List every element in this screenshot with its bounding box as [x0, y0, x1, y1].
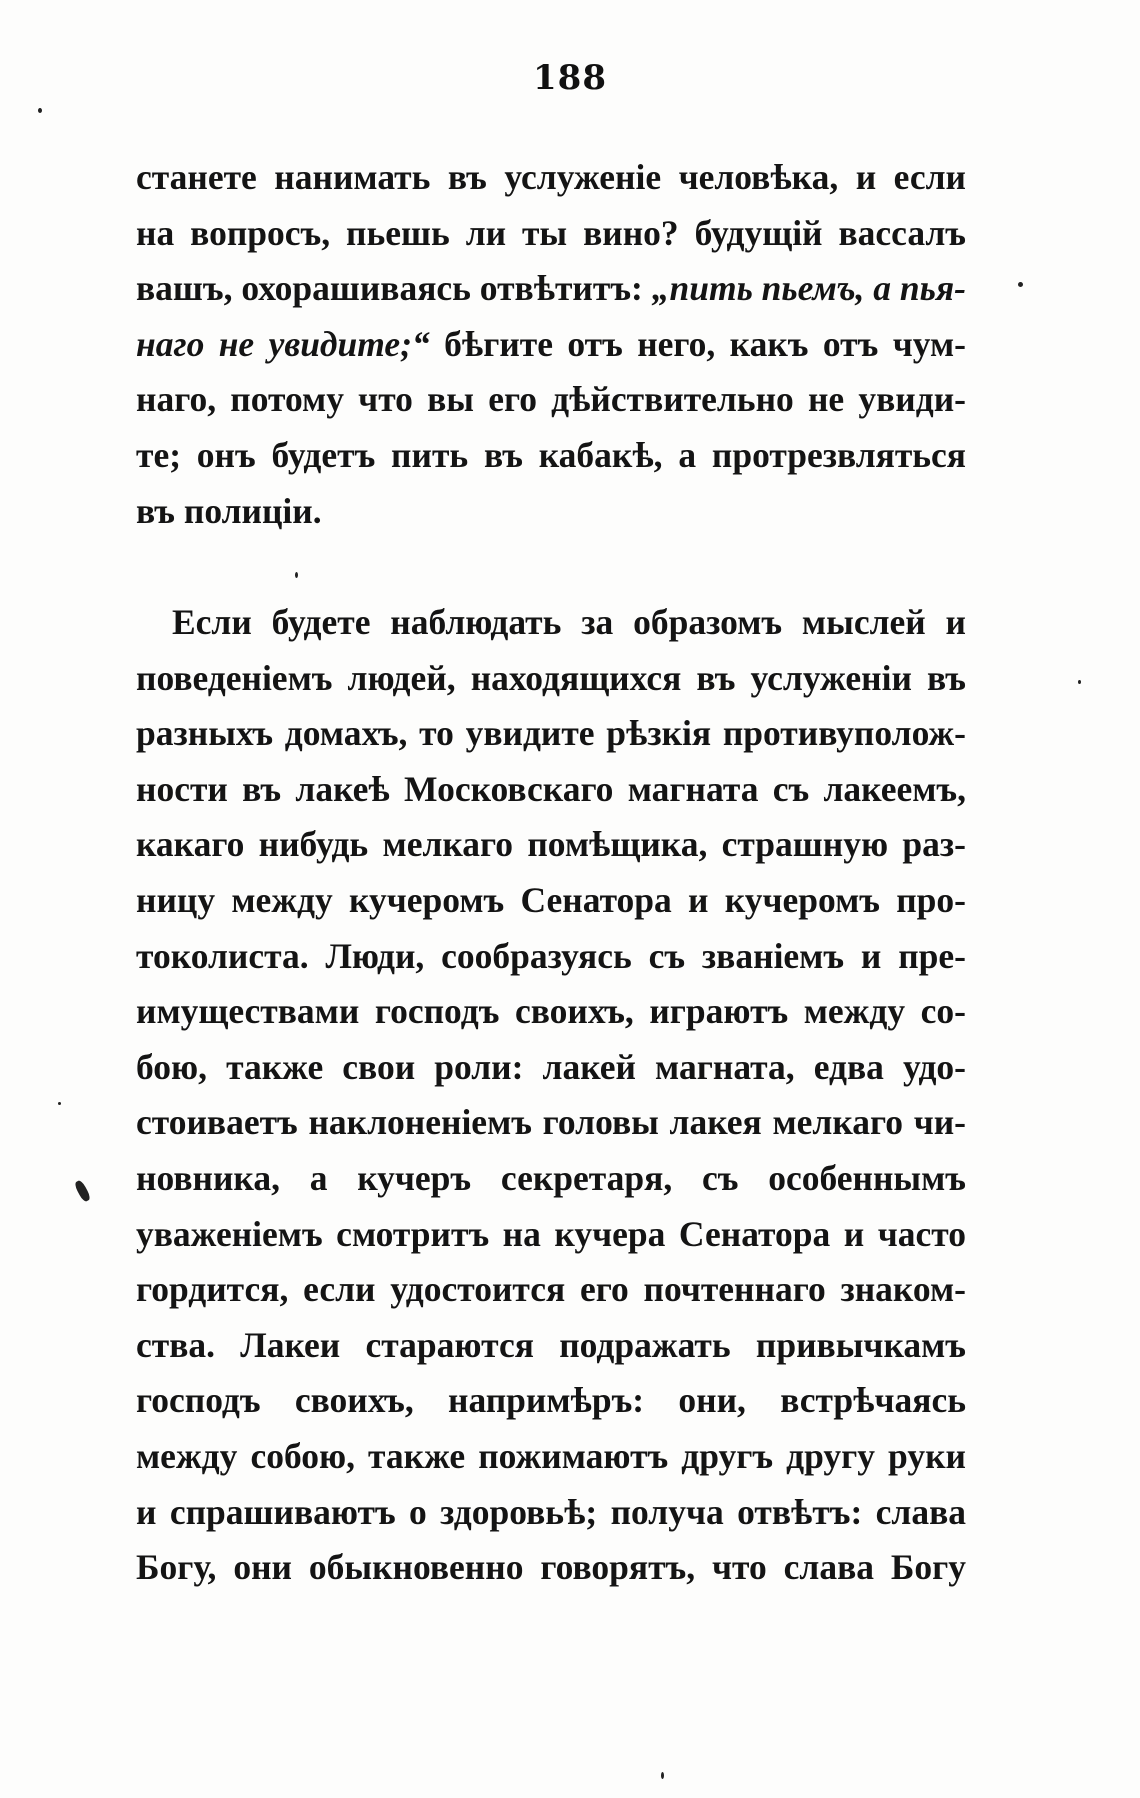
text-line: ности въ лакеѣ Московскаго магната съ лакеемъ, [136, 768, 966, 809]
scan-speck [1018, 282, 1023, 287]
scan-speck [1078, 680, 1081, 684]
scan-speck [38, 108, 42, 113]
text-line: въ полиціи. [136, 490, 322, 531]
text-line: бою, также свои роли: лакей магната, едва удо- [136, 1046, 966, 1087]
ink-mark [73, 1179, 91, 1203]
text-line: уваженіемъ смотритъ на кучера Сенатора и часто [136, 1213, 966, 1254]
page-number: 188 [533, 58, 607, 98]
scan-speck [58, 1102, 61, 1105]
paragraph-2 [136, 595, 966, 1596]
text-line: стоиваетъ наклоненіемъ головы лакея мелкаго чи- [136, 1102, 966, 1143]
italic-quote: „пить пьемъ, а пья- [651, 268, 966, 309]
text-line: новника, а кучеръ секретаря, съ особеннымъ [136, 1157, 966, 1198]
italic-quote: наго не увидите;“ [136, 323, 430, 364]
text-line: наго, потому что вы его дѣйствительно не увиди- [136, 379, 966, 420]
text-run: бѣгите отъ него, какъ отъ чум- [429, 323, 966, 364]
text-line [136, 317, 966, 373]
text-line: те; онъ будетъ пить въ кабакѣ, а протрезвляться [136, 434, 966, 475]
text-line: господъ своихъ, напримѣръ: они, встрѣчаясь [136, 1380, 966, 1421]
scan-speck [661, 1772, 664, 1779]
text-line: гордится, если удостоится его почтеннаго знаком- [136, 1269, 966, 1310]
text-run: вашъ, охорашиваясь отвѣтитъ: [136, 268, 652, 309]
text-line: ницу между кучеромъ Сенатора и кучеромъ про- [136, 879, 966, 920]
paragraph-1 [136, 150, 966, 539]
text-line: какаго нибудь мелкаго помѣщика, страшную раз- [136, 824, 966, 865]
text-line: Богу, они обыкновенно говорятъ, что слава Богу [136, 1547, 966, 1588]
text-line: Если будете наблюдать за образомъ мыслей и [172, 602, 966, 642]
text-line: поведеніемъ людей, находящихся въ услуженіи въ [136, 657, 966, 698]
text-line: на вопросъ, пьешь ли ты вино? будущій вассалъ [136, 212, 966, 253]
text-line: станете нанимать въ услуженіе человѣка, и если [136, 157, 966, 197]
text-line: и спрашиваютъ о здоровьѣ; получа отвѣтъ: слава [136, 1491, 966, 1532]
text-line: имуществами господъ своихъ, играютъ между со- [136, 991, 966, 1032]
scan-speck [295, 572, 298, 578]
text-line: токолиста. Люди, сообразуясь съ званіемъ и пре- [136, 935, 966, 976]
text-line: между собою, также пожимаютъ другъ другу руки [136, 1435, 966, 1476]
text-line: ства. Лакеи стараются подражать привычкамъ [136, 1324, 966, 1365]
text-line: разныхъ домахъ, то увидите рѣзкія противуполож- [136, 713, 966, 754]
text-line [136, 261, 966, 317]
